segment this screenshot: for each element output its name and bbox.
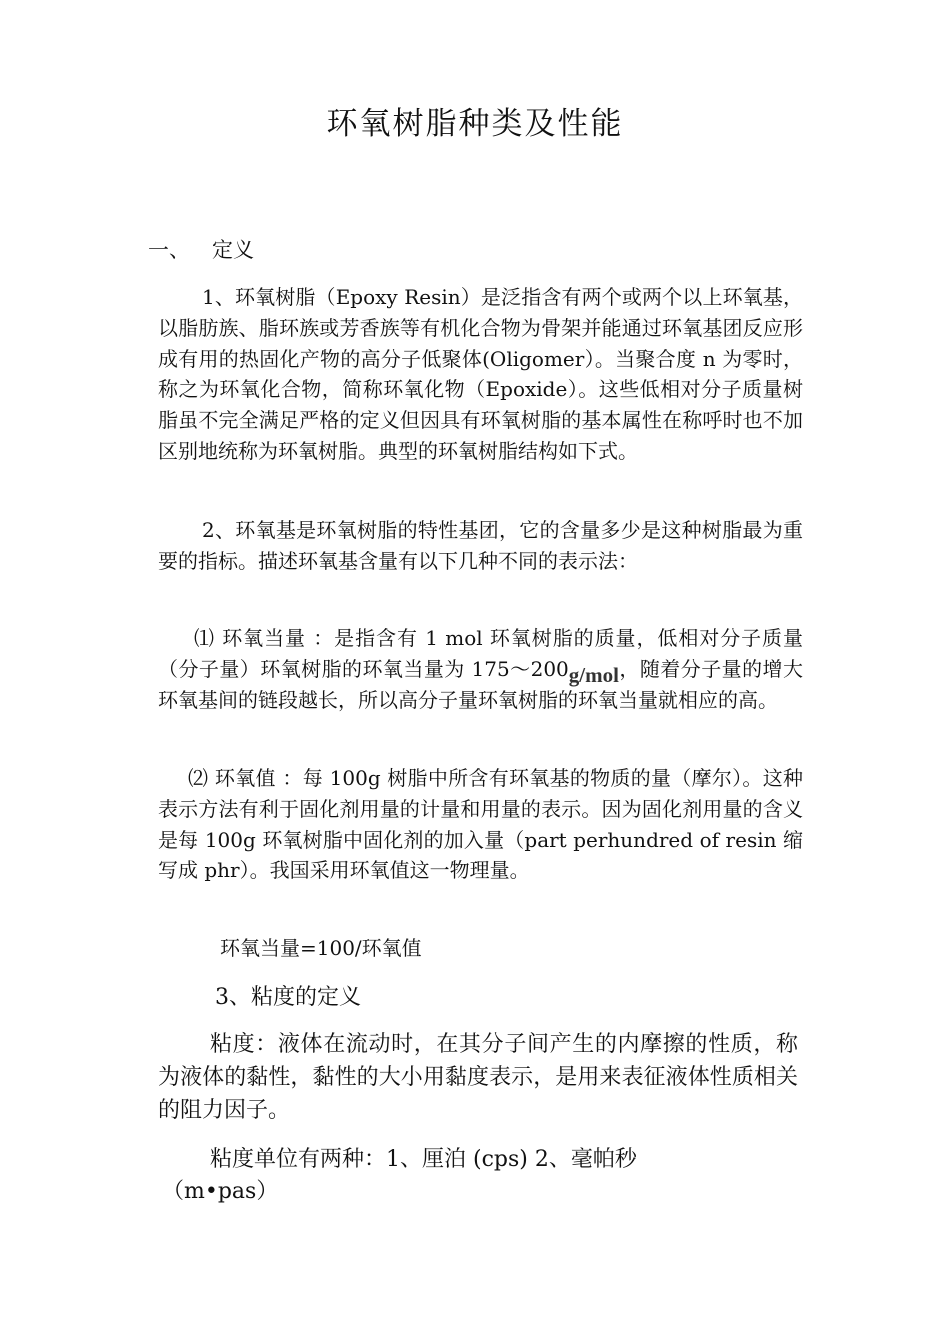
section-heading [148, 234, 254, 264]
paragraph-viscosity-units [158, 1144, 798, 1208]
viscosity-units-line: 粘度单位有两种：1、厘泊 (cps) 2、毫帕秒 [210, 1147, 637, 1172]
paragraph-viscosity: 粘度：液体在流动时，在其分子间产生的内摩擦的性质，称为液体的黏性，黏性的大小用黏度表示，是用来表征液体性质相关的阻力因子。 [158, 1032, 798, 1123]
paragraph-epoxy-value: ⑵ 环氧值 ：每 100g 树脂中所含有环氧基的物质的量（摩尔）。这种表示方法有利于固化剂用量的计量和用量的表示。因为固化剂用量的含义是每 100g 环氧树脂中固化剂的加入量（part perhundred of resin 缩写成 phr）。我国采用环氧值这一物理量。 [158, 766, 803, 883]
viscosity-units-line-2: （m•pas） [162, 1179, 279, 1204]
paragraph-epoxy-definition: 1、环氧树脂（Epoxy Resin）是泛指含有两个或两个以上环氧基，以脂肪族、脂环族或芳香族等有机化合物为骨架并能通过环氧基团反应形成有用的热固化产物的高分子低聚体(Oligomer）。当聚合度 n 为零时，称之为环氧化合物，简称环氧化物（Epoxide）。这些低相对分子质量树脂虽不完全满足严格的定义但因具有环氧树脂的基本属性在称呼时也不加区别地统称为环氧树脂。典型的环氧树脂结构如下式。 [158, 285, 803, 463]
epoxy-equivalent-text: ⑴ 环氧当量 ：是指含有 1 mol 环氧树脂的质量，低相对分子质量（分子量）环氧树脂的环氧当量为 175～200 [158, 626, 803, 681]
section-label: 定义 [212, 238, 254, 262]
epoxy-equivalent-text-cont: ，随着分子量的增大环氧基间的链段越长，所以高分子量环氧树脂的环氧当量就相应的高。 [158, 656, 803, 712]
section-number: 一、 [148, 238, 190, 262]
formula-line: 环氧当量=100/环氧值 [220, 936, 422, 960]
paragraph-epoxy-equivalent [158, 623, 803, 715]
subheading-viscosity: 3、粘度的定义 [215, 985, 361, 1010]
paragraph-epoxy-group: 2、环氧基是环氧树脂的特性基团，它的含量多少是这种树脂最为重要的指标。描述环氧基含量有以下几种不同的表示法： [158, 518, 803, 573]
document-title: 环氧树脂种类及性能 [326, 106, 624, 142]
unit-label: g/mol [568, 662, 619, 687]
